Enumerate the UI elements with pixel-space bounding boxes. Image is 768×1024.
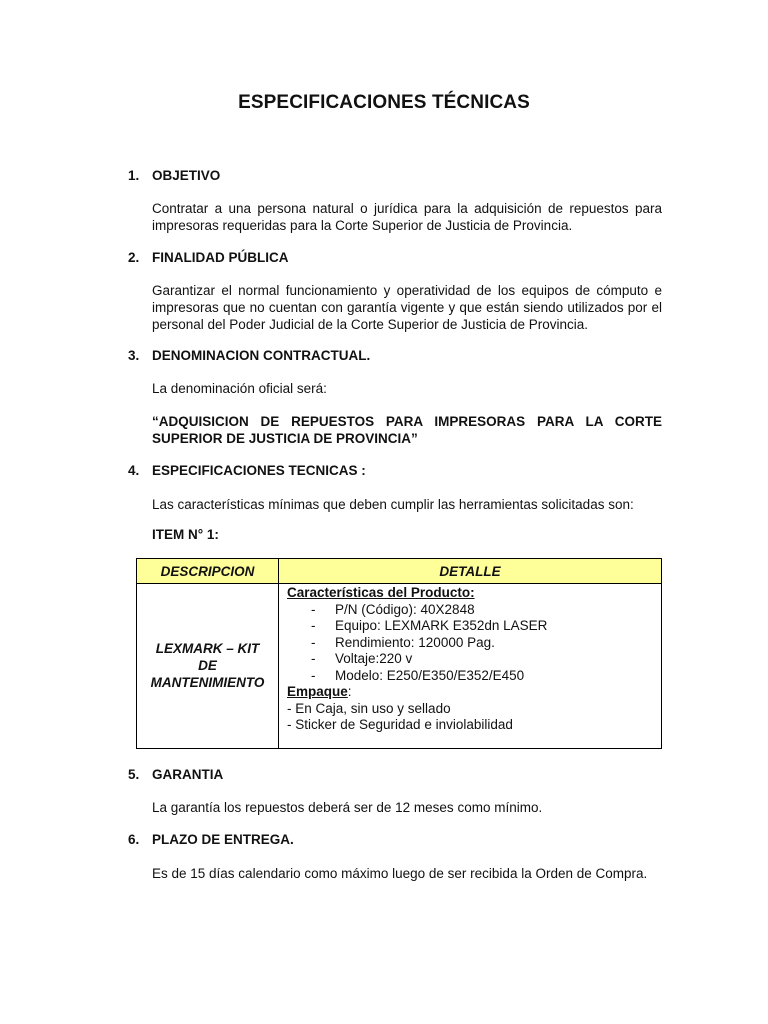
section-title: GARANTIA (152, 767, 224, 782)
dash-bullet: - (311, 667, 316, 683)
section-number: 5. (128, 767, 140, 782)
section-garantia-heading (128, 767, 223, 782)
section-title: OBJETIVO (152, 168, 221, 183)
section-number: 3. (128, 348, 140, 363)
header-detail: DETALLE (279, 559, 662, 584)
dash-bullet: - (311, 634, 316, 650)
description-line: LEXMARK – KIT (155, 641, 260, 657)
dash-bullet: - (311, 601, 316, 617)
packaging-colon: : (347, 684, 352, 699)
list-item: - En Caja, sin uso y sellado (287, 700, 451, 716)
description-cell (137, 584, 279, 749)
section-title: ESPECIFICACIONES TECNICAS : (152, 463, 366, 478)
list-item (311, 618, 661, 635)
description-line: DE (198, 658, 217, 674)
garantia-text: La garantía los repuestos deberá ser de 12 meses como mínimo. (152, 800, 543, 815)
plazo-text: Es de 15 días calendario como máximo luego de ser recibida la Orden de Compra. (152, 866, 648, 881)
list-item (311, 635, 661, 652)
feature-text: Rendimiento: 120000 Pag. (335, 634, 495, 650)
section-number: 4. (128, 463, 140, 478)
especificaciones-text: Las características mínimas que deben cumplir las herramientas solicitadas son: (152, 497, 634, 512)
finalidad-text: Garantizar el normal funcionamiento y operatividad de los equipos de cómputo e impresoras que no cuentan con garantía vigente y que están siendo utilizados por el personal del Poder Judicial de la Corte Superior de Justicia de Provincia. (152, 283, 662, 332)
section-especificaciones-heading (128, 463, 366, 478)
denominacion-quote: “ADQUISICION DE REPUESTOS PARA IMPRESORAS PARA LA CORTE SUPERIOR DE JUSTICIA DE PROVINCIA” (152, 414, 662, 446)
section-title: FINALIDAD PÚBLICA (152, 250, 289, 265)
section-denominacion-heading (128, 348, 370, 363)
detail-cell (279, 584, 662, 749)
section-number: 2. (128, 250, 140, 265)
item-label: ITEM N° 1: (152, 527, 219, 542)
packaging-heading (287, 684, 661, 701)
table-header-row (137, 559, 662, 584)
feature-text: Modelo: E250/E350/E352/E450 (335, 667, 525, 683)
feature-text: Equipo: LEXMARK E352dn LASER (335, 618, 548, 633)
dash-bullet: - (311, 618, 316, 633)
feature-text: P/N (Código): 40X2848 (335, 601, 475, 617)
packaging-title: Empaque (287, 684, 348, 699)
spec-table (136, 558, 662, 749)
list-item: - Sticker de Seguridad e inviolabilidad (287, 717, 513, 732)
description-line: MANTENIMIENTO (150, 675, 265, 691)
section-objetivo-heading (128, 168, 220, 183)
feature-text: Voltaje:220 v (335, 651, 413, 666)
features-list (311, 602, 661, 685)
list-item (311, 668, 661, 685)
denominacion-text: La denominación oficial será: (152, 381, 327, 396)
dash-bullet: - (311, 651, 316, 666)
list-item (311, 602, 661, 619)
section-plazo-heading (128, 832, 294, 847)
features-title: Características del Producto: (287, 585, 475, 600)
page-title: ESPECIFICACIONES TÉCNICAS (238, 92, 530, 113)
section-finalidad-heading (128, 250, 289, 265)
section-number: 1. (128, 168, 140, 183)
header-description: DESCRIPCION (137, 559, 279, 584)
list-item (311, 651, 661, 668)
section-number: 6. (128, 832, 140, 847)
table-row (137, 584, 662, 749)
objetivo-text: Contratar a una persona natural o jurídica para la adquisición de repuestos para impresoras requeridas para la Corte Superior de Justicia de Provincia. (152, 201, 662, 233)
section-title: PLAZO DE ENTREGA. (152, 832, 294, 847)
packaging-list (287, 701, 661, 734)
section-title: DENOMINACION CONTRACTUAL. (152, 348, 371, 363)
